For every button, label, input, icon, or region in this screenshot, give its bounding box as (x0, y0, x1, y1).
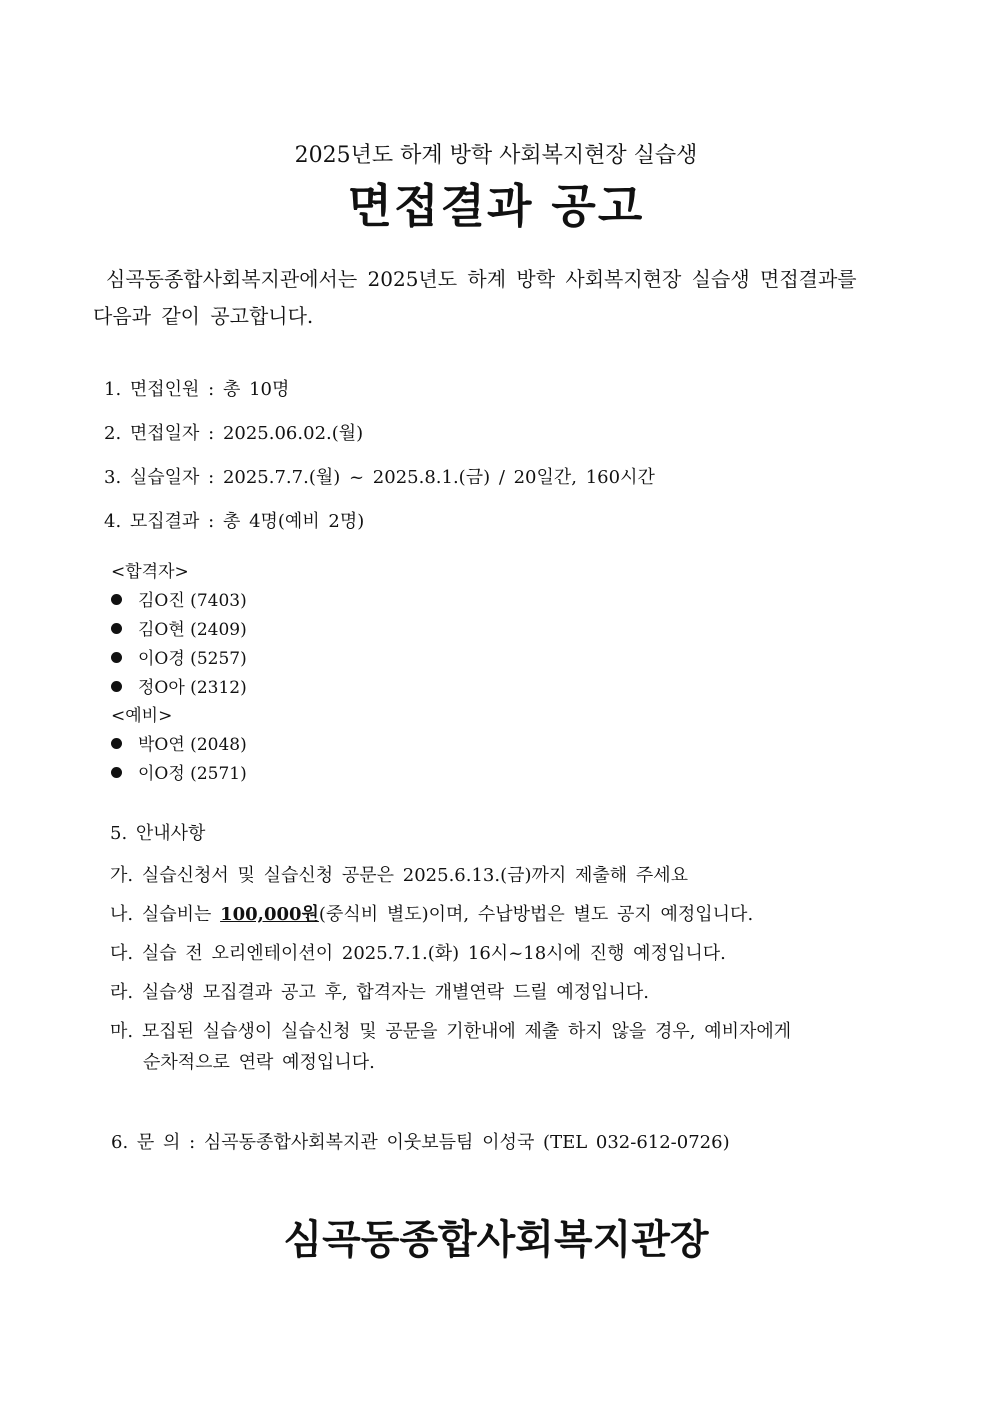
list-item (111, 759, 247, 784)
notice-ma-line-1: 마. 모집된 실습생이 실습신청 및 공문을 기한내에 제출 하지 않을 경우, 예비자에게 (110, 1021, 792, 1042)
list-item (111, 615, 247, 640)
bullet-icon (111, 767, 122, 778)
item-practice-period: 3. 실습일자 : 2025.7.7.(월) ~ 2025.8.1.(금) / 20일간, 160시간 (104, 467, 655, 488)
intro-line-1: 심곡동종합사회복지관에서는 2025년도 하계 방학 사회복지현장 실습생 면접결과를 (106, 267, 857, 291)
document-title: 면접결과 공고 (347, 179, 645, 233)
notice-ma-line-2: 순차적으로 연락 예정입니다. (143, 1052, 375, 1073)
contact-info: 6. 문 의 : 심곡동종합사회복지관 이웃보듬팀 이성국 (TEL 032-612-0726) (111, 1132, 730, 1153)
list-item (111, 730, 247, 755)
notice-da: 다. 실습 전 오리엔테이션이 2025.7.1.(화) 16시~18시에 진행 예정입니다. (110, 943, 726, 964)
notice-ra: 라. 실습생 모집결과 공고 후, 합격자는 개별연락 드릴 예정입니다. (110, 982, 650, 1003)
notice-na-suffix: (중식비 별도)이며, 수납방법은 별도 공지 예정입니다. (318, 904, 754, 925)
notice-na (110, 900, 753, 926)
issuer-signature: 심곡동종합사회복지관장 (283, 1216, 709, 1263)
notice-na-prefix: 나. 실습비는 (110, 904, 221, 925)
item-recruit-result: 4. 모집결과 : 총 4명(예비 2명) (104, 511, 365, 532)
passed-name: 정O아 (2312) (138, 678, 247, 698)
bullet-icon (111, 738, 122, 749)
passed-name: 이O경 (5257) (138, 649, 247, 669)
item-interview-count: 1. 면접인원 : 총 10명 (104, 379, 290, 400)
reserve-group-label: <예비> (111, 706, 173, 726)
notice-ga: 가. 실습신청서 및 실습신청 공문은 2025.6.13.(금)까지 제출해 주세요 (110, 865, 689, 886)
reserve-name: 박O연 (2048) (138, 735, 247, 755)
passed-name: 김O현 (2409) (138, 620, 247, 640)
practice-fee: 100,000원 (220, 904, 319, 925)
bullet-icon (111, 594, 122, 605)
reserve-name: 이O정 (2571) (138, 764, 247, 784)
intro-line-2: 다음과 같이 공고합니다. (93, 304, 314, 328)
passed-group-label: <합격자> (111, 562, 189, 582)
bullet-icon (111, 652, 122, 663)
document-subtitle: 2025년도 하계 방학 사회복지현장 실습생 (294, 143, 698, 168)
list-item (111, 673, 247, 698)
passed-name: 김O진 (7403) (138, 591, 247, 611)
list-item (111, 644, 247, 669)
list-item (111, 586, 247, 611)
notice-heading: 5. 안내사항 (110, 823, 206, 844)
bullet-icon (111, 681, 122, 692)
item-interview-date: 2. 면접일자 : 2025.06.02.(월) (104, 423, 364, 444)
bullet-icon (111, 623, 122, 634)
